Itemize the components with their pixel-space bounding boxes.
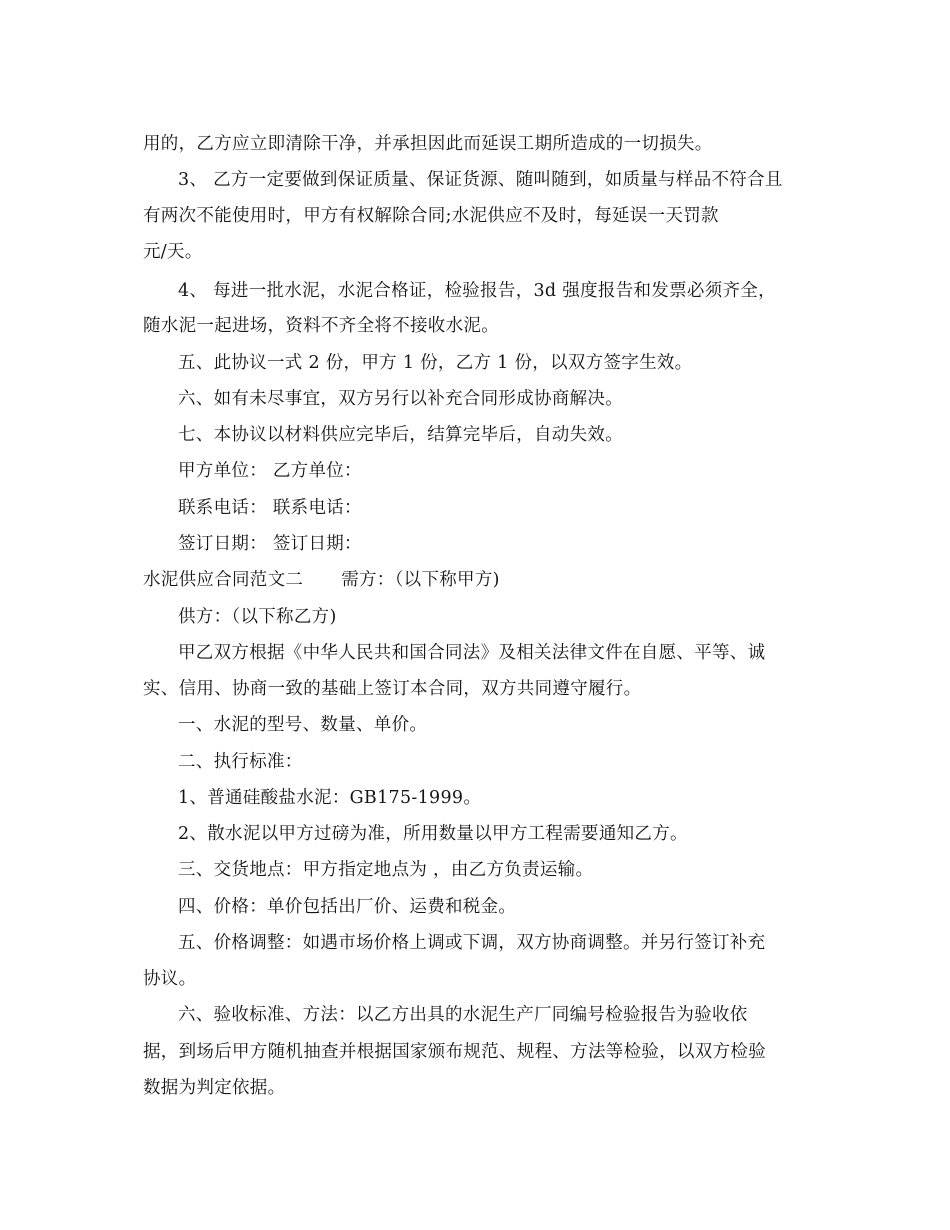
- text-line: 甲乙双方根据《中华人民共和国合同法》及相关法律文件在自愿、平等、诚: [178, 643, 766, 663]
- text-line-heading: [143, 568, 500, 592]
- text-line: 联系电话： 联系电话：: [178, 498, 362, 518]
- text-line: 协议。: [143, 969, 197, 989]
- text-line: 有两次不能使用时，甲方有权解除合同;水泥供应不及时，每延误一天罚款: [143, 206, 719, 226]
- section-title: 水泥供应合同范文二: [143, 570, 304, 590]
- text-line: 随水泥一起进场，资料不齐全将不接收水泥。: [143, 316, 499, 336]
- text-line: 甲方单位： 乙方单位：: [178, 461, 362, 481]
- text-line: 五、价格调整：如遇市场价格上调或下调，双方协商调整。并另行签订补充: [178, 933, 766, 953]
- text-line: 七、本协议以材料供应完毕后，结算完毕后，自动失效。: [178, 425, 623, 445]
- text-line: 数据为判定依据。: [143, 1078, 286, 1098]
- text-line: 六、验收标准、方法：以乙方出具的水泥生产厂同编号检验报告为验收依: [178, 1005, 748, 1025]
- text-line: 二、执行标准：: [178, 752, 303, 772]
- text-line: 3、 乙方一定要做到保证质量、保证货源、随叫随到，如质量与样品不符合且: [178, 170, 783, 190]
- text-line: 实、信用、协商一致的基础上签订本合同，双方共同遵守履行。: [143, 679, 642, 699]
- text-line: 据，到场后甲方随机抽查并根据国家颁布规范、规程、方法等检验，以双方检验: [143, 1042, 766, 1062]
- text-line: 元/天。: [143, 242, 203, 262]
- text-line: 1、普通硅酸盐水泥：GB175-1999。: [178, 788, 482, 808]
- text-line: 一、水泥的型号、数量、单价。: [178, 715, 428, 735]
- text-line: 三、交货地点：甲方指定地点为 ，由乙方负责运输。: [178, 860, 594, 880]
- text-line: 2、散水泥以甲方过磅为准，所用数量以甲方工程需要通知乙方。: [178, 824, 688, 844]
- text-line: 用的，乙方应立即清除干净，并承担因此而延误工期所造成的一切损失。: [143, 134, 713, 154]
- text-line: 四、价格：单价包括出厂价、运费和税金。: [178, 897, 517, 917]
- text-line: 4、 每进一批水泥，水泥合格证，检验报告，3d 强度报告和发票必须齐全，: [178, 281, 776, 301]
- buyer-label: 需方：（以下称甲方): [341, 570, 500, 590]
- text-line: 供方：（以下称乙方): [178, 607, 337, 627]
- text-line: 五、此协议一式 2 份，甲方 1 份，乙方 1 份，以双方签字生效。: [178, 353, 693, 373]
- text-line: 六、如有未尽事宜，双方另行以补充合同形成协商解决。: [178, 389, 623, 409]
- text-line: 签订日期： 签订日期：: [178, 534, 362, 554]
